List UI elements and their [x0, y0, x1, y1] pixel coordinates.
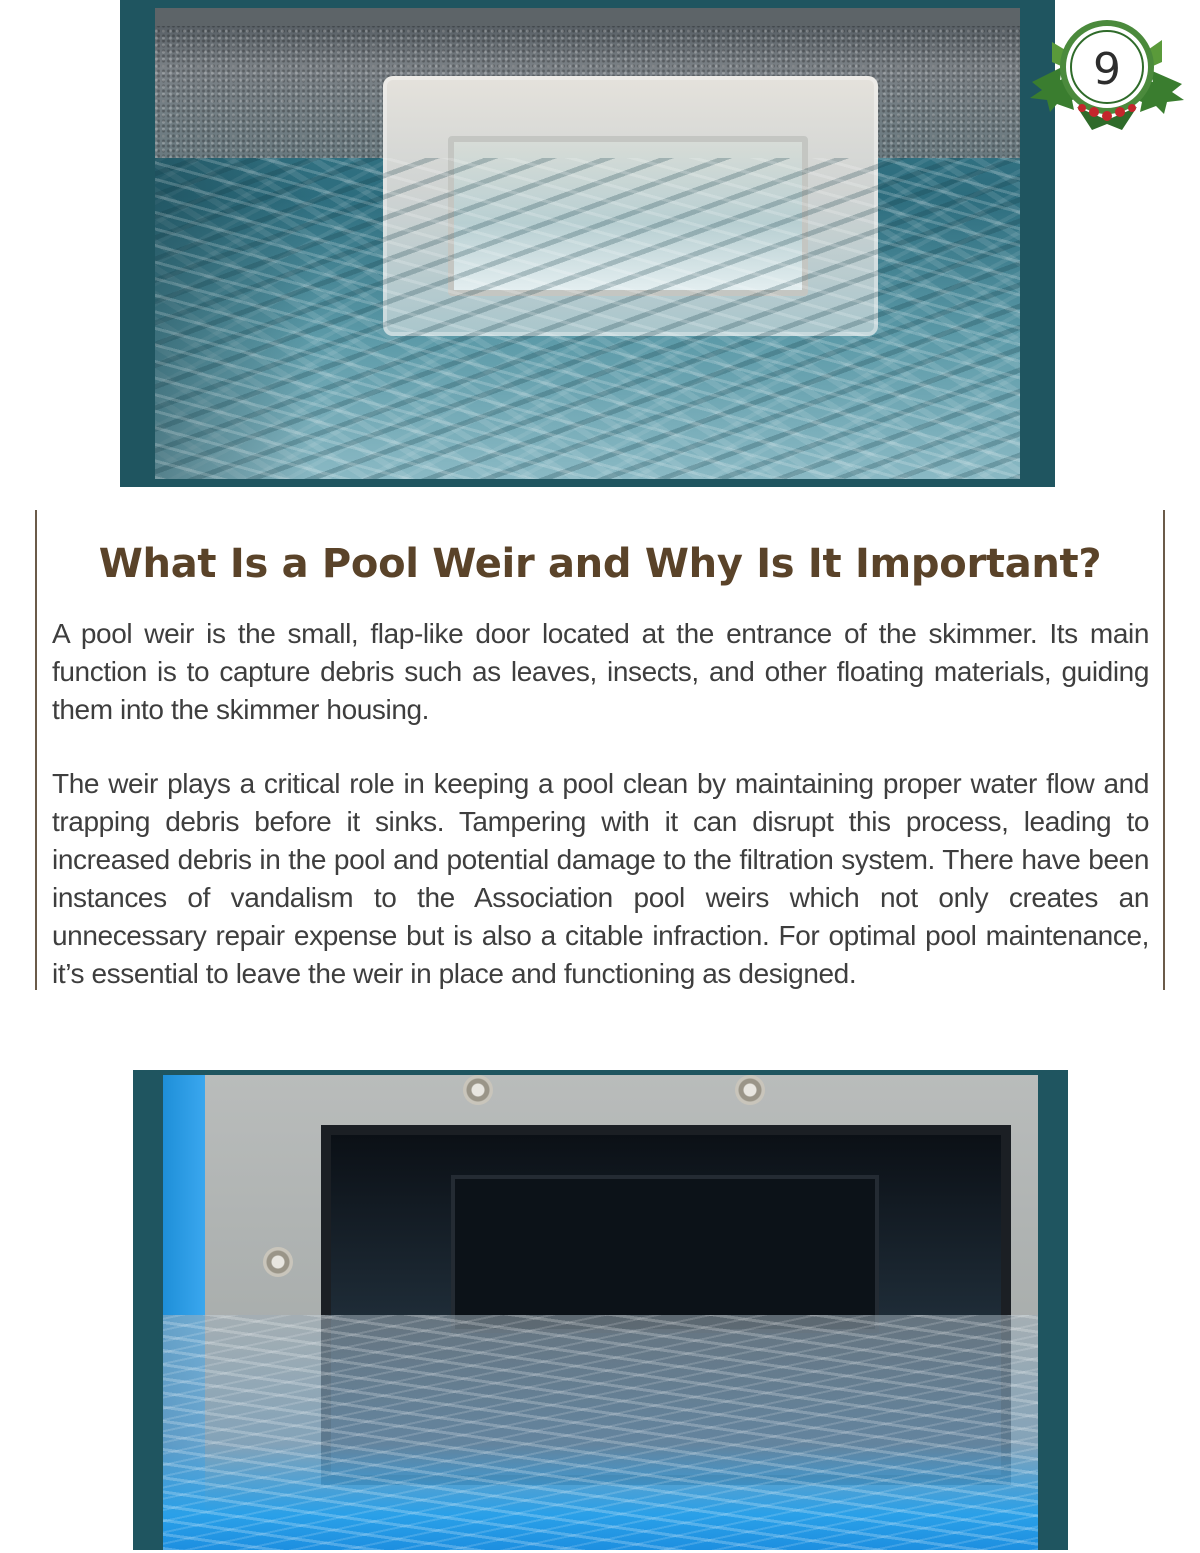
- pool-coping: [155, 8, 1020, 26]
- top-photo-frame: [120, 0, 1055, 487]
- bolt-icon: [263, 1247, 293, 1277]
- holly-badge-icon: [1022, 12, 1192, 137]
- water-ripples: [163, 1315, 1038, 1550]
- bolt-icon: [463, 1075, 493, 1105]
- skimmer-interior: [451, 1175, 879, 1333]
- page-number-badge: [1022, 12, 1192, 137]
- page-number: 9: [1093, 44, 1121, 95]
- frame-rule-left: [35, 510, 37, 990]
- frame-rule-right: [1163, 510, 1165, 990]
- weir-opening-photo: [163, 1075, 1038, 1550]
- article-paragraph-2: The weir plays a critical role in keeping a pool clean by maintaining proper water flow and trapping debris before it sinks. Tampering with it can disrupt this process, leading to increased debris in the pool and potential damage to the filtration system. There have been instances of vandalism to the Association pool weirs which not only creates an unnecessary repair expense but is also a citable infraction. For optimal pool maintenance, it’s essential to leave the weir in place and functioning as designed.: [52, 768, 1149, 989]
- bottom-photo-frame: [133, 1070, 1068, 1550]
- article-title: What Is a Pool Weir and Why Is It Important?: [98, 541, 1102, 587]
- water-ripples: [155, 158, 1020, 479]
- pool-skimmer-photo: [155, 8, 1020, 479]
- article-paragraph-1: A pool weir is the small, flap-like door located at the entrance of the skimmer. Its main function is to capture debris such as leaves, insects, and other floating materials, guiding them into the skimmer housing.: [52, 618, 1149, 725]
- bolt-icon: [735, 1075, 765, 1105]
